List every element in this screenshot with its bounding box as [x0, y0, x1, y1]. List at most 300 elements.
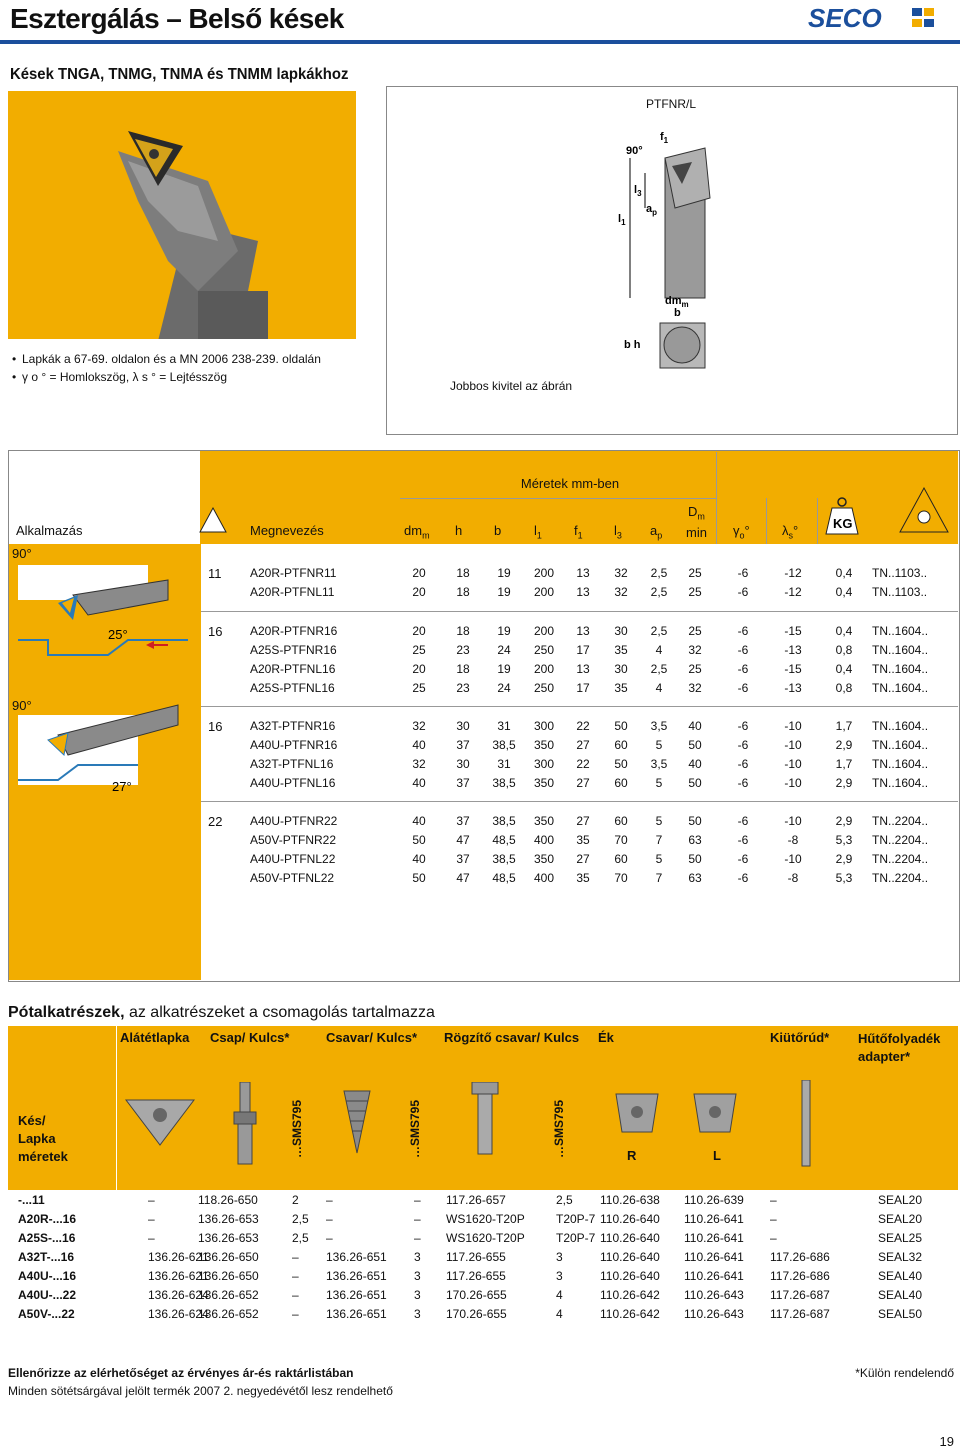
table-cell: -6	[737, 662, 749, 676]
header-divider	[716, 452, 717, 544]
parts-cell: 3	[556, 1250, 563, 1264]
parts-cell: 110.26-641	[684, 1250, 744, 1264]
table-cell: 35	[576, 833, 590, 847]
table-cell: 0,8	[835, 681, 853, 695]
dim-f: f	[660, 131, 664, 143]
table-cell: -6	[737, 757, 749, 771]
tool-photo	[8, 91, 356, 339]
table-cell: 35	[614, 681, 628, 695]
parts-cell: –	[292, 1288, 299, 1302]
dim-b: b	[674, 307, 681, 319]
table-cell: 17	[576, 681, 590, 695]
parts-cell: 110.26-642	[600, 1307, 660, 1321]
table-cell: 5,3	[835, 833, 853, 847]
table-cell: 25	[688, 585, 702, 599]
table-cell: 13	[576, 585, 590, 599]
table-cell: 17	[576, 643, 590, 657]
table-cell: 24	[497, 681, 511, 695]
insert-code: TN..1103..	[872, 585, 928, 599]
dim-ap-sub: p	[652, 208, 658, 217]
table-cell: 32	[412, 719, 426, 733]
svg-text:l3	[634, 184, 642, 198]
table-cell: 18	[456, 585, 470, 599]
table-cell: 22	[576, 719, 590, 733]
product-code: A40U-PTFNL22	[250, 852, 336, 866]
table-cell: 5	[655, 738, 663, 752]
parts-cell: 136.26-651	[326, 1269, 387, 1283]
table-cell: 37	[456, 776, 470, 790]
table-cell: 50	[688, 852, 702, 866]
table-cell: 19	[497, 585, 511, 599]
table-cell: 250	[533, 681, 555, 695]
table-cell: 5,3	[835, 871, 853, 885]
table-cell: -10	[784, 757, 802, 771]
parts-cell: 110.26-639	[684, 1193, 744, 1207]
table-cell: 5	[655, 776, 663, 790]
parts-cell: 117.26-655	[446, 1269, 506, 1283]
title-bar	[0, 0, 960, 44]
insert-code: TN..1604..	[872, 776, 929, 790]
parts-cell: 3	[414, 1269, 421, 1283]
table-cell: 27	[576, 738, 590, 752]
table-cell: 30	[456, 757, 470, 771]
group-separator	[201, 801, 958, 802]
svg-text:ap	[646, 203, 657, 217]
parts-cell: –	[292, 1307, 299, 1321]
table-cell: 20	[412, 624, 426, 638]
table-cell: -6	[737, 852, 749, 866]
dim-f-sub: 1	[663, 136, 669, 145]
col-gamma: $\gamma_o^\circ$	[733, 523, 750, 541]
col-name: Megnevezés	[250, 523, 324, 538]
parts-cell: 110.26-642	[600, 1288, 660, 1302]
table-cell: 40	[688, 719, 702, 733]
table-cell: 40	[412, 852, 426, 866]
dim-bh: b h	[624, 339, 641, 351]
table-cell: 32	[688, 681, 702, 695]
parts-row-label-cell: A40U-...16	[18, 1269, 77, 1283]
table-cell: 20	[412, 662, 426, 676]
table-cell: 19	[497, 624, 511, 638]
table-cell: 27	[576, 852, 590, 866]
table-cell: 200	[533, 566, 555, 580]
parts-cell: 136.26-624	[148, 1307, 209, 1321]
parts-col-screw: Csavar/ Kulcs*	[326, 1030, 418, 1045]
weight-icon	[820, 496, 864, 540]
table-cell: 63	[688, 871, 702, 885]
parts-cell: 136.26-651	[326, 1288, 387, 1302]
parts-cell: 110.26-640	[600, 1231, 660, 1245]
parts-cell: 110.26-640	[600, 1269, 660, 1283]
table-cell: 2,5	[650, 566, 668, 580]
parts-col-punch: Kiütőrúd*	[770, 1030, 830, 1045]
table-cell: 2,9	[835, 852, 853, 866]
parts-cell: –	[292, 1269, 299, 1283]
table-cell: -10	[784, 738, 802, 752]
table-cell: -15	[784, 662, 802, 676]
pin-icon	[230, 1082, 260, 1172]
col-b: b	[494, 523, 502, 538]
section-heading: Kések TNGA, TNMG, TNMA és TNMM lapkákhoz	[10, 66, 349, 83]
table-cell: 32	[688, 643, 702, 657]
parts-cell: –	[148, 1193, 155, 1207]
table-cell: 3,5	[650, 757, 668, 771]
insert-code: TN..1604..	[872, 681, 929, 695]
product-code: A50V-PTFNL22	[250, 871, 335, 885]
table-cell: 50	[688, 776, 702, 790]
insert-code: TN..2204..	[872, 814, 929, 828]
parts-cell: 136.26-653	[198, 1231, 259, 1245]
note-inserts: • Lapkák a 67-69. oldalon és a MN 2006 238-239. oldalán	[12, 352, 321, 366]
table-cell: 37	[456, 852, 470, 866]
parts-cell: 110.26-640	[600, 1250, 660, 1264]
table-cell: -10	[784, 852, 802, 866]
table-cell: 19	[497, 566, 511, 580]
footer-separate-order: *Külön rendelendő	[855, 1366, 954, 1380]
table-cell: 19	[497, 662, 511, 676]
table-cell: -15	[784, 624, 802, 638]
dim-dmm: dm	[665, 295, 682, 307]
table-cell: 32	[614, 566, 628, 580]
table-cell: 30	[614, 662, 628, 676]
table-cell: 27	[576, 776, 590, 790]
table-cell: 47	[456, 871, 470, 885]
parts-cell: 110.26-643	[684, 1288, 744, 1302]
table-cell: -12	[784, 585, 802, 599]
wedge-l-icon	[690, 1088, 740, 1138]
table-cell: 30	[614, 624, 628, 638]
table-cell: 300	[533, 719, 555, 733]
table-cell: 7	[655, 833, 663, 847]
dim-ap: a	[646, 203, 653, 215]
dim-l3-sub: 3	[637, 189, 642, 198]
product-code: A40U-PTFNR16	[250, 738, 338, 752]
app-label: Alkalmazás	[16, 523, 83, 538]
application-sketch	[18, 565, 188, 795]
table-cell: 2,9	[835, 776, 853, 790]
table-cell: 20	[412, 566, 426, 580]
table-cell: 1,7	[835, 757, 853, 771]
parts-cell: 136.26-652	[198, 1307, 259, 1321]
parts-cell: 110.26-641	[684, 1269, 744, 1283]
parts-cell: 117.26-657	[446, 1193, 506, 1207]
table-cell: 0,4	[835, 585, 853, 599]
parts-cell: 2,5	[556, 1193, 573, 1207]
product-code: A20R-PTFNL16	[250, 662, 336, 676]
header-divider	[817, 498, 818, 544]
insert-size: 22	[208, 814, 223, 829]
table-cell: 31	[497, 719, 511, 733]
table-cell: 20	[412, 585, 426, 599]
product-code: A20R-PTFNL11	[250, 585, 335, 599]
table-cell: 40	[688, 757, 702, 771]
table-cell: 0,4	[835, 624, 853, 638]
table-cell: 50	[614, 719, 628, 733]
table-cell: 18	[456, 566, 470, 580]
table-cell: 40	[412, 814, 426, 828]
table-cell: -13	[784, 643, 802, 657]
table-cell: -13	[784, 681, 802, 695]
insert-code: TN..2204..	[872, 833, 929, 847]
parts-cell: SEAL32	[878, 1250, 923, 1264]
page-number: 19	[939, 1434, 954, 1449]
parts-cell: –	[770, 1212, 777, 1226]
table-cell: 0,4	[835, 662, 853, 676]
parts-cell: –	[414, 1193, 421, 1207]
table-cell: 7	[655, 871, 663, 885]
parts-row-label-cell: A32T-...16	[18, 1250, 75, 1264]
parts-divider	[116, 1026, 117, 1190]
table-cell: 25	[688, 624, 702, 638]
footer-orderable: Minden sötétsárgával jelölt termék 2007 2. negyedévétől lesz rendelhető	[8, 1384, 393, 1398]
product-code: A50V-PTFNR22	[250, 833, 337, 847]
table-cell: 2,9	[835, 738, 853, 752]
parts-cell: 110.26-641	[684, 1212, 744, 1226]
parts-cell: 110.26-638	[600, 1193, 660, 1207]
parts-col-coolant: Hűtőfolyadék adapter*	[858, 1031, 941, 1064]
dim-l1: l	[618, 213, 622, 225]
table-cell: 35	[614, 643, 628, 657]
parts-cell: 170.26-655	[446, 1307, 507, 1321]
table-cell: 35	[576, 871, 590, 885]
col-h: h	[455, 523, 463, 538]
table-cell: 250	[533, 643, 555, 657]
col-l1: $l_1$	[534, 523, 542, 541]
table-cell: 37	[456, 814, 470, 828]
parts-cell: 117.26-687	[770, 1307, 830, 1321]
parts-cell: T20P-7	[556, 1212, 596, 1226]
sms-label-1: …SMS795	[290, 1099, 304, 1158]
parts-cell: SEAL25	[878, 1231, 923, 1245]
parts-cell: 4	[556, 1307, 563, 1321]
angle-90-mid: 90°	[12, 698, 32, 713]
table-cell: 31	[497, 757, 511, 771]
sms-label-3: …SMS795	[552, 1099, 566, 1158]
table-cell: 24	[497, 643, 511, 657]
table-cell: 30	[456, 719, 470, 733]
table-cell: 60	[614, 852, 628, 866]
table-cell: 0,8	[835, 643, 853, 657]
angle-25: 25°	[108, 627, 128, 642]
product-code: A20R-PTFNR16	[250, 624, 338, 638]
table-cell: 38,5	[492, 776, 516, 790]
table-cell: 13	[576, 662, 590, 676]
parts-cell: SEAL40	[878, 1288, 923, 1302]
table-cell: 18	[456, 624, 470, 638]
table-cell: 2,5	[650, 624, 668, 638]
parts-row-label-cell: -...11	[18, 1193, 45, 1207]
notes	[12, 350, 321, 386]
insert-code: TN..1604..	[872, 624, 929, 638]
table-cell: 70	[614, 833, 628, 847]
parts-cell: 117.26-687	[770, 1288, 830, 1302]
table-cell: 50	[614, 757, 628, 771]
parts-cell: –	[414, 1231, 421, 1245]
col-ap: $a_p$	[650, 523, 663, 541]
product-code: A25S-PTFNR16	[250, 643, 337, 657]
table-cell: 48,5	[492, 833, 516, 847]
table-cell: 5	[655, 814, 663, 828]
table-cell: -6	[737, 719, 749, 733]
table-cell: -8	[787, 871, 799, 885]
table-cell: 50	[688, 738, 702, 752]
parts-cell: SEAL20	[878, 1193, 923, 1207]
tool-drawing	[610, 118, 740, 378]
table-cell: 2,5	[650, 662, 668, 676]
parts-cell: –	[326, 1193, 333, 1207]
table-cell: -10	[784, 814, 802, 828]
svg-text:f1	[660, 131, 669, 145]
table-cell: -6	[737, 871, 749, 885]
table-cell: 40	[412, 738, 426, 752]
parts-cell: 3	[414, 1250, 421, 1264]
angle-90-top: 90°	[12, 546, 32, 561]
insert-size: 16	[208, 719, 223, 734]
parts-cell: 3	[414, 1307, 421, 1321]
table-cell: -6	[737, 681, 749, 695]
parts-cell: 136.26-624	[148, 1288, 209, 1302]
parts-row-label: Kés/ Lapka méretek	[18, 1113, 68, 1164]
parts-cell: –	[414, 1212, 421, 1226]
table-cell: -10	[784, 776, 802, 790]
screw-icon	[340, 1085, 374, 1155]
table-cell: 50	[412, 833, 426, 847]
insert-code: TN..2204..	[872, 871, 929, 885]
table-cell: -6	[737, 624, 749, 638]
table-cell: 350	[533, 776, 555, 790]
table-cell: 63	[688, 833, 702, 847]
table-cell: 400	[533, 833, 555, 847]
col-f1: $f_1$	[574, 523, 583, 541]
parts-cell: 110.26-641	[684, 1231, 744, 1245]
insert-code: TN..1604..	[872, 719, 929, 733]
product-code: A32T-PTFNR16	[250, 719, 336, 733]
table-cell: -6	[737, 776, 749, 790]
seco-logo	[808, 5, 948, 31]
table-cell: 50	[688, 814, 702, 828]
parts-cell: 110.26-643	[684, 1307, 744, 1321]
table-cell: 60	[614, 776, 628, 790]
wedge-l-label: L	[713, 1148, 721, 1163]
table-cell: 350	[533, 814, 555, 828]
table-cell: 70	[614, 871, 628, 885]
table-cell: 47	[456, 833, 470, 847]
parts-row-label-cell: A50V-...22	[18, 1307, 75, 1321]
parts-cell: 136.26-621	[148, 1269, 209, 1283]
insert-code: TN..1604..	[872, 757, 929, 771]
table-cell: -6	[737, 585, 749, 599]
product-code: A32T-PTFNL16	[250, 757, 334, 771]
table-cell: 200	[533, 624, 555, 638]
page-title: Esztergálás – Belső kések	[10, 3, 344, 34]
drawing-caption: Jobbos kivitel az ábrán	[450, 379, 573, 393]
table-cell: 38,5	[492, 852, 516, 866]
parts-cell: 110.26-640	[600, 1212, 660, 1226]
table-cell: 23	[456, 681, 470, 695]
parts-cell: WS1620-T20P	[446, 1212, 525, 1226]
insert-code: TN..2204..	[872, 852, 929, 866]
parts-cell: 136.26-651	[326, 1250, 387, 1264]
table-cell: 50	[412, 871, 426, 885]
col-lambda: $\lambda_s^\circ$	[782, 523, 799, 541]
punch-icon	[796, 1080, 816, 1170]
parts-cell: 3	[414, 1288, 421, 1302]
table-cell: 13	[576, 566, 590, 580]
insert-code: TN..1604..	[872, 662, 929, 676]
table-cell: -12	[784, 566, 802, 580]
table-cell: 350	[533, 738, 555, 752]
col-dmin: $D_m$ min	[686, 504, 707, 540]
parts-cell: –	[326, 1212, 333, 1226]
table-cell: 13	[576, 624, 590, 638]
dim-l3: l	[634, 184, 638, 196]
note-angles: • γ o ° = Homlokszög, λ s ° = Lejtésszög	[12, 370, 228, 384]
parts-cell: 3	[556, 1269, 563, 1283]
sms-label-2: …SMS795	[408, 1099, 422, 1158]
dim-l1-sub: 1	[621, 218, 626, 227]
table-cell: -6	[737, 738, 749, 752]
parts-cell: WS1620-T20P	[446, 1231, 525, 1245]
tn-insert-icon	[896, 482, 952, 538]
insert-code: TN..1103..	[872, 566, 928, 580]
table-cell: 27	[576, 814, 590, 828]
wedge-r-label: R	[627, 1148, 637, 1163]
parts-cell: –	[326, 1231, 333, 1245]
angle-27: 27°	[112, 779, 132, 794]
table-cell: 0,4	[835, 566, 853, 580]
product-code: A40U-PTFNR22	[250, 814, 338, 828]
parts-cell: 170.26-655	[446, 1288, 507, 1302]
table-cell: 38,5	[492, 738, 516, 752]
table-cell: 2,5	[650, 585, 668, 599]
table-cell: 25	[688, 566, 702, 580]
parts-cell: 2,5	[292, 1212, 309, 1226]
parts-row-label-cell: A25S-...16	[18, 1231, 76, 1245]
table-cell: 4	[655, 681, 663, 695]
parts-cell: –	[148, 1212, 155, 1226]
insert-size: 11	[208, 566, 222, 581]
footer-availability: Ellenőrizze az elérhetőséget az érvényes ár-és raktárlistában	[8, 1366, 354, 1380]
parts-cell: 136.26-650	[198, 1250, 259, 1264]
table-cell: 32	[614, 585, 628, 599]
col-dmm: $dm_m$	[404, 523, 430, 541]
shim-icon	[120, 1090, 200, 1150]
parts-cell: 118.26-650	[198, 1193, 258, 1207]
table-cell: -10	[784, 719, 802, 733]
dim-dmm-sub: m	[681, 300, 689, 309]
parts-cell: 117.26-686	[770, 1269, 830, 1283]
caption-rule	[400, 498, 716, 499]
table-cell: 60	[614, 814, 628, 828]
variant-label: PTFNR/L	[646, 97, 697, 111]
table-cell: 23	[456, 643, 470, 657]
col-l3: $l_3$	[614, 523, 622, 541]
parts-cell: –	[770, 1193, 777, 1207]
table-cell: 48,5	[492, 871, 516, 885]
table-cell: -6	[737, 833, 749, 847]
parts-cell: –	[148, 1231, 155, 1245]
table-cell: 60	[614, 738, 628, 752]
table-cell: 25	[412, 681, 426, 695]
parts-cell: 136.26-621	[148, 1250, 209, 1264]
parts-col-wedge: Ék	[598, 1030, 614, 1045]
parts-cell: SEAL20	[878, 1212, 923, 1226]
parts-cell: 136.26-653	[198, 1212, 259, 1226]
table-cell: -6	[737, 814, 749, 828]
insert-code: TN..1604..	[872, 643, 929, 657]
table-cell: 25	[412, 643, 426, 657]
table-cell: 400	[533, 871, 555, 885]
